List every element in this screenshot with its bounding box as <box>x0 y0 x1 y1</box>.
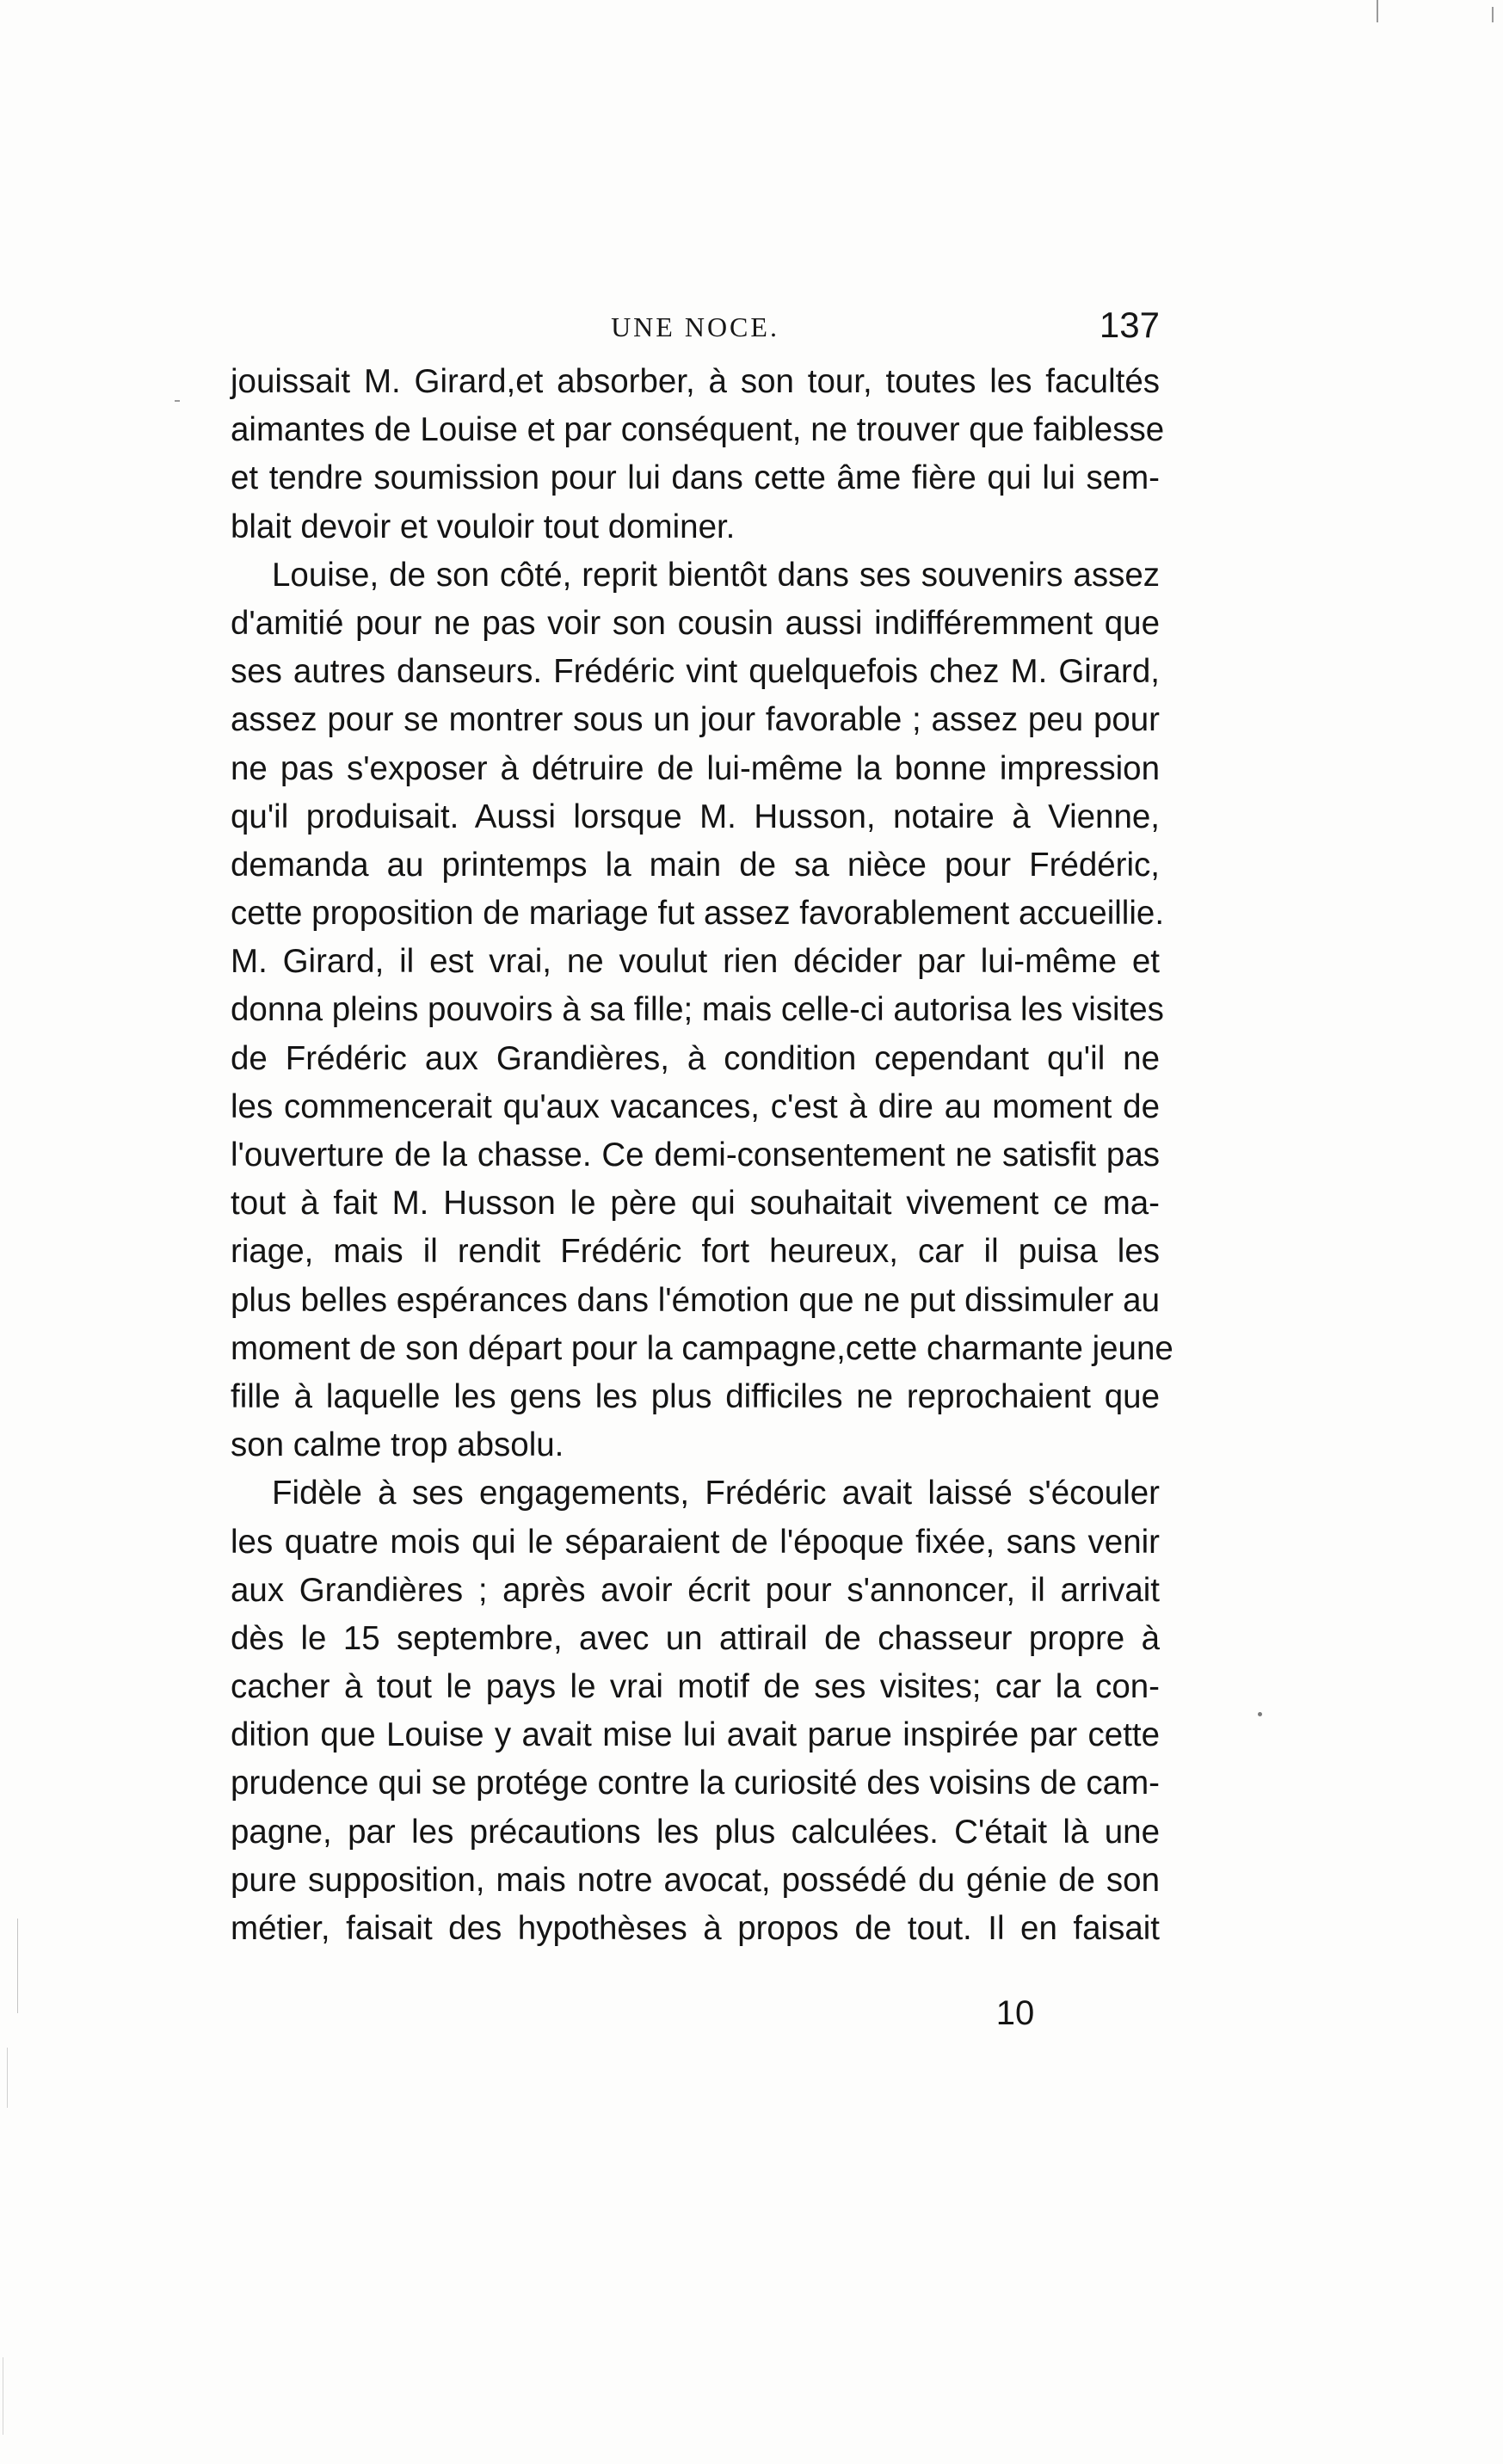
gutter-shadow <box>7 2048 8 2108</box>
text-line: demanda au printemps la main de sa nièce pour Frédéric, <box>231 846 1160 884</box>
text-line: assez pour se montrer sous un jour favorable ; assez peu pour <box>231 701 1160 739</box>
signature-mark: 10 <box>995 1994 1035 2032</box>
text-line: aimantes de Louise et par conséquent, ne trouver que faiblesse <box>231 411 1165 449</box>
text-line: métier, faisait des hypothèses à propos de tout. Il en faisait <box>231 1910 1160 1947</box>
body-text <box>231 358 1173 1953</box>
text-line: jouissait M. Girard,et absorber, à son tour, toutes les facultés <box>231 363 1160 400</box>
scan-mark <box>1492 7 1494 22</box>
text-line: fille à laquelle les gens les plus difficiles ne reprochaient que <box>231 1377 1160 1415</box>
text-line: riage, mais il rendit Frédéric fort heureux, car il puisa les <box>231 1233 1160 1271</box>
text-line: pagne, par les précautions les plus calculées. C'était là une <box>231 1813 1160 1851</box>
text-line: prudence qui se protége contre la curiosité des voisins de cam- <box>231 1765 1160 1802</box>
text-line: Louise, de son côté, reprit bientôt dans ses souvenirs assez <box>272 556 1160 594</box>
scan-mark <box>1377 0 1378 22</box>
gutter-shadow <box>17 1919 18 2013</box>
text-line: M. Girard, il est vrai, ne voulut rien décider par lui-même et <box>231 943 1160 981</box>
text-line: d'amitié pour ne pas voir son cousin aussi indifféremment que <box>231 604 1160 642</box>
text-line: moment de son départ pour la campagne,cette charmante jeune <box>231 1329 1173 1367</box>
text-line: qu'il produisait. Aussi lorsque M. Husson, notaire à Vienne, <box>231 798 1160 835</box>
text-line: donna pleins pouvoirs à sa fille; mais celle-ci autorisa les visites <box>231 991 1164 1029</box>
text-line: cacher à tout le pays le vrai motif de ses visites; car la con- <box>231 1668 1160 1706</box>
scan-mark <box>175 400 180 402</box>
running-title: UNE NOCE. <box>611 311 779 342</box>
text-line: ses autres danseurs. Frédéric vint quelquefois chez M. Girard, <box>231 653 1160 691</box>
text-line: les commencerait qu'aux vacances, c'est à dire au moment de <box>231 1087 1160 1125</box>
text-line: dition que Louise y avait mise lui avait parue inspirée par cette <box>231 1716 1160 1754</box>
text-line: de Frédéric aux Grandières, à condition cependant qu'il ne <box>231 1039 1160 1077</box>
text-line: tout à fait M. Husson le père qui souhaitait vivement ce ma- <box>231 1185 1160 1223</box>
text-line: l'ouverture de la chasse. Ce demi-consentement ne satisfit pas <box>231 1137 1160 1173</box>
text-line: Fidèle à ses engagements, Frédéric avait laissé s'écouler <box>272 1475 1160 1512</box>
scan-mark <box>1258 1712 1262 1716</box>
page-number: 137 <box>1099 305 1160 345</box>
text-line: et tendre soumission pour lui dans cette âme fière qui lui sem- <box>231 459 1160 497</box>
text-line: cette proposition de mariage fut assez favorablement accueillie. <box>231 895 1165 933</box>
text-line: les quatre mois qui le séparaient de l'époque fixée, sans venir <box>231 1523 1160 1561</box>
text-line: blait devoir et vouloir tout dominer. <box>231 508 736 545</box>
text-line: dès le 15 septembre, avec un attirail de chasseur propre à <box>231 1619 1160 1657</box>
text-line: son calme trop absolu. <box>231 1426 564 1464</box>
running-head <box>231 299 1160 351</box>
text-line: aux Grandières ; après avoir écrit pour s'annoncer, il arrivait <box>231 1571 1160 1609</box>
text-line: pure supposition, mais notre avocat, possédé du génie de son <box>231 1861 1160 1899</box>
text-line: plus belles espérances dans l'émotion que ne put dissimuler au <box>231 1281 1160 1319</box>
text-line: ne pas s'exposer à détruire de lui-même la bonne impression <box>231 749 1160 787</box>
